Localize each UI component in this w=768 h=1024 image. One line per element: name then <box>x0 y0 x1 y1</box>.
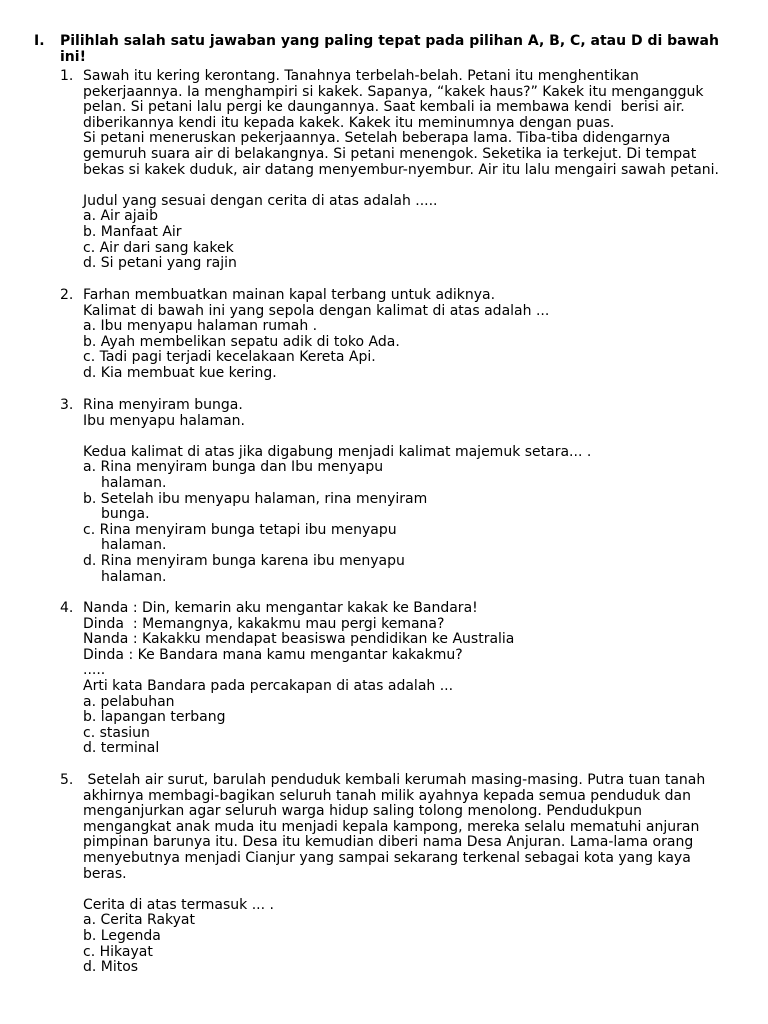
question-2 <box>60 288 750 382</box>
dialogue-line: Dinda : Ke Bandara mana kamu mengantar kakakmu? <box>83 646 463 663</box>
question-number: 4. <box>60 600 74 616</box>
question-prompt: Cerita di atas termasuk ... . <box>83 896 274 913</box>
question-number: 2. <box>60 287 74 303</box>
passage-line: mengangkat anak muda itu menjadi kepala kampong, mereka selalu mematuhi anjuran <box>83 818 700 835</box>
answer-option-b: b. Manfaat Air <box>83 223 182 240</box>
answer-option-c: c. Hikayat <box>83 943 153 960</box>
answer-option-a: a. pelabuhan <box>83 693 175 710</box>
passage-line: Si petani meneruskan pekerjaannya. Setelah beberapa lama. Tiba-tiba didengarnya <box>83 130 671 147</box>
section-heading <box>34 33 744 65</box>
passage-line: pelan. Si petani lalu pergi ke daungannya. Saat kembali ia membawa kendi berisi air. <box>83 99 685 116</box>
passage-line: menganjurkan agar seluruh warga hidup saling tolong menolong. Pendudukpun <box>83 803 643 820</box>
question-body <box>83 601 750 757</box>
question-prompt: Kalimat di bawah ini yang sepola dengan kalimat di atas adalah ... <box>83 302 550 319</box>
answer-option-a: a. Cerita Rakyat <box>83 912 195 929</box>
question-1 <box>60 69 750 272</box>
question-number: 5. <box>60 772 74 788</box>
answer-option-b: b. Setelah ibu menyapu halaman, rina menyiram <box>83 490 428 507</box>
answer-option-d: d. Si petani yang rajin <box>83 255 237 272</box>
question-body <box>83 398 750 585</box>
passage-line: diberikannya kendi itu kepada kakek. Kakek itu meminumnya dengan puas. <box>83 114 615 131</box>
section-number: I. <box>34 33 45 49</box>
passage-line: Farhan membuatkan mainan kapal terbang untuk adiknya. <box>83 287 496 303</box>
passage-line: pimpinan barunya itu. Desa itu kemudian diberi nama Desa Anjuran. Lama-lama orang <box>83 834 694 851</box>
answer-option-c: c. Rina menyiram bunga tetapi ibu menyapu <box>83 521 397 538</box>
question-4 <box>60 601 750 757</box>
question-prompt: Kedua kalimat di atas jika digabung menjadi kalimat majemuk setara... . <box>83 443 592 460</box>
passage-line: Sawah itu kering kerontang. Tanahnya terbelah-belah. Petani itu menghentikan <box>83 68 639 84</box>
answer-option-d: d. Rina menyiram bunga karena ibu menyapu <box>83 552 405 569</box>
passage-line: Rina menyiram bunga. <box>83 397 243 413</box>
passage-line: Ibu menyapu halaman. <box>83 412 245 429</box>
question-number: 3. <box>60 397 74 413</box>
passage-line: beras. <box>83 865 127 882</box>
passage-line: Setelah air surut, barulah penduduk kembali kerumah masing-masing. Putra tuan tanah <box>83 772 706 788</box>
dialogue-line: Dinda : Memangnya, kakakmu mau pergi kemana? <box>83 615 445 632</box>
question-prompt: Judul yang sesuai dengan cerita di atas adalah ..... <box>83 192 438 209</box>
section-instruction: Pilihlah salah satu jawaban yang paling tepat pada pilihan A, B, C, atau D di bawah ini! <box>60 33 719 65</box>
answer-option-b-continued: bunga. <box>101 506 150 523</box>
dialogue-line: Nanda : Kakakku mendapat beasiswa pendidikan ke Australia <box>83 631 515 648</box>
answer-option-a: a. Ibu menyapu halaman rumah . <box>83 318 318 335</box>
spacer <box>83 882 750 898</box>
answer-option-b: b. lapangan terbang <box>83 709 226 726</box>
answer-option-d: d. Mitos <box>83 959 139 976</box>
question-body <box>83 288 750 382</box>
answer-option-c: c. Tadi pagi terjadi kecelakaan Kereta Api. <box>83 349 376 366</box>
answer-option-d: d. Kia membuat kue kering. <box>83 364 277 381</box>
answer-option-d-continued: halaman. <box>101 568 167 585</box>
answer-option-c: c. stasiun <box>83 724 150 741</box>
answer-option-c-continued: halaman. <box>101 537 167 554</box>
passage-line: pekerjaannya. Ia menghampiri si kakek. Sapanya, “kakek haus?” Kakek itu mengangguk <box>83 83 704 100</box>
question-body <box>83 69 750 272</box>
answer-option-d: d. terminal <box>83 740 160 757</box>
question-prompt: Arti kata Bandara pada percakapan di atas adalah ... <box>83 677 454 694</box>
answer-option-b: b. Legenda <box>83 927 161 944</box>
question-body <box>83 773 750 976</box>
dialogue-line: ..... <box>83 662 106 679</box>
passage-line: bekas si kakek duduk, air datang menyembur-nyembur. Air itu lalu mengairi sawah petani. <box>83 161 719 178</box>
question-5 <box>60 773 750 976</box>
spacer <box>83 178 750 194</box>
answer-option-a: a. Air ajaib <box>83 208 158 225</box>
answer-option-b: b. Ayah membelikan sepatu adik di toko Ada. <box>83 333 400 350</box>
passage-line: akhirnya membagi-bagikan seluruh tanah milik ayahnya kepada semua penduduk dan <box>83 787 692 804</box>
passage-line: menyebutnya menjadi Cianjur yang sampai sekarang terkenal sebagai kota yang kaya <box>83 849 691 866</box>
dialogue-line: Nanda : Din, kemarin aku mengantar kakak ke Bandara! <box>83 600 478 616</box>
spacer <box>83 429 750 445</box>
question-number: 1. <box>60 68 74 84</box>
answer-option-a-continued: halaman. <box>101 474 167 491</box>
answer-option-c: c. Air dari sang kakek <box>83 239 234 256</box>
answer-option-a: a. Rina menyiram bunga dan Ibu menyapu <box>83 459 384 476</box>
passage-line: gemuruh suara air di belakangnya. Si petani menengok. Seketika ia terkejut. Di tempat <box>83 145 697 162</box>
question-3 <box>60 398 750 585</box>
